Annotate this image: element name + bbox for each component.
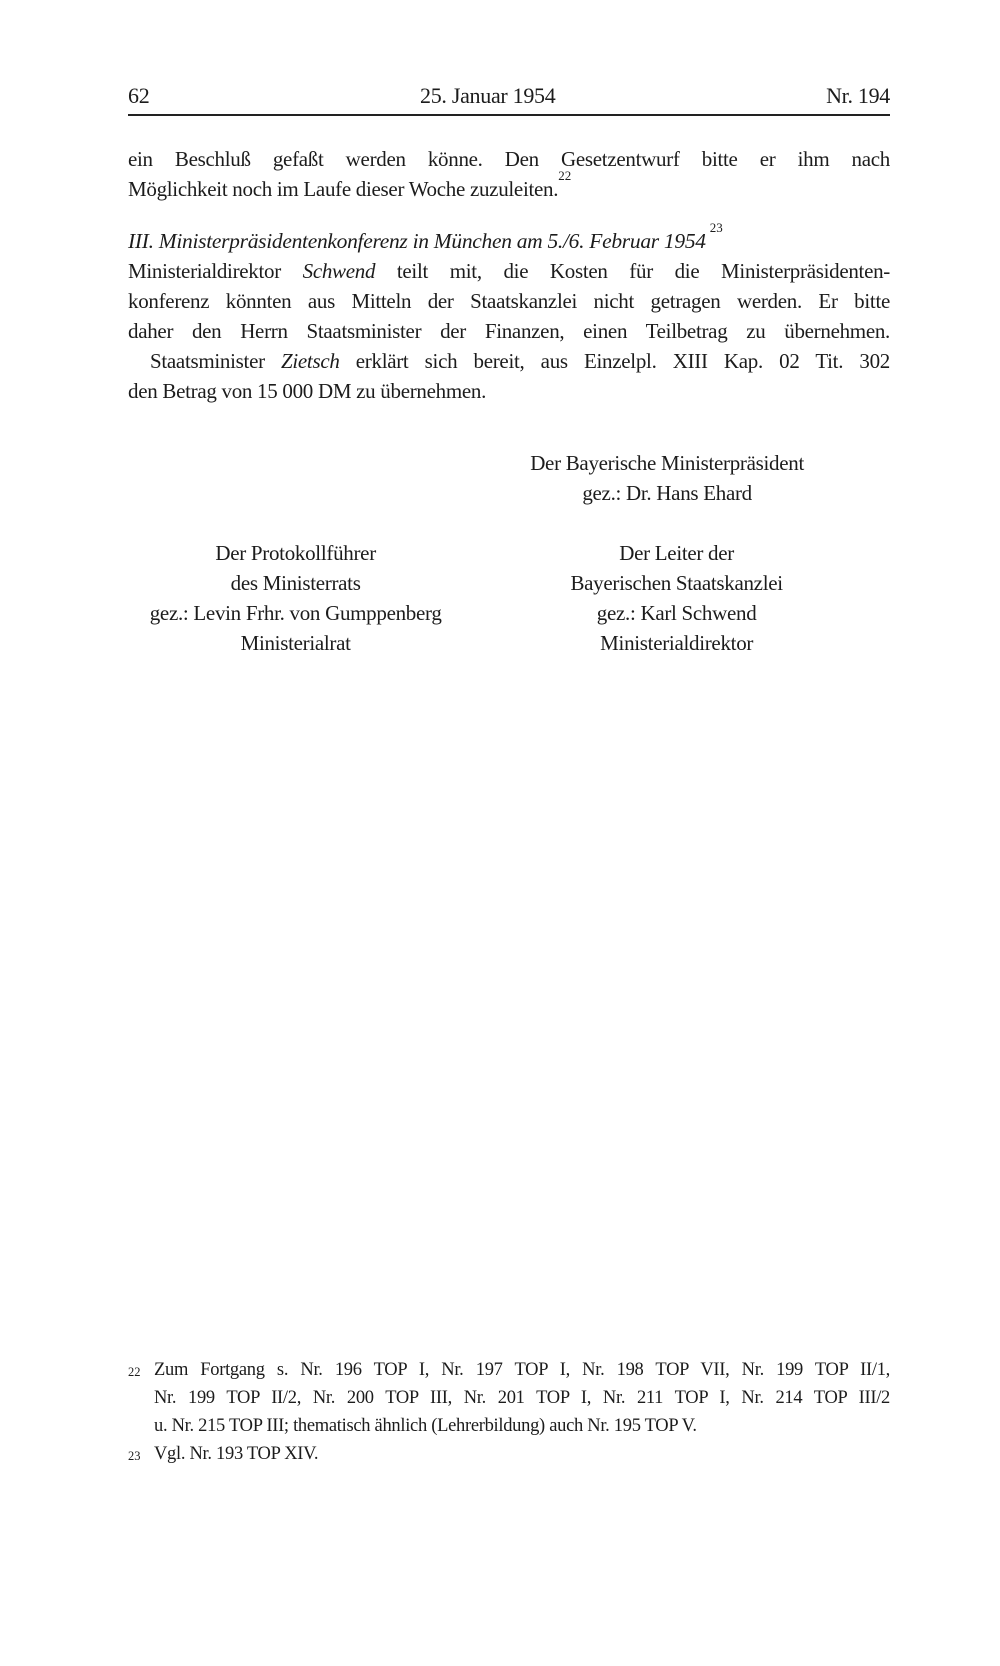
footnote-text	[154, 1356, 890, 1440]
text-run: teilt mit, die Kosten für die Ministerpräsidenten-	[375, 259, 890, 283]
text-line	[128, 256, 890, 286]
paragraph-zietsch	[128, 346, 890, 406]
text-run: Staatsminister	[150, 349, 281, 373]
signature-title: Der Protokollführer	[215, 541, 376, 565]
header-doc-number: Nr. 194	[826, 83, 890, 108]
signature-title: Bayerischen Staatskanzlei	[570, 571, 783, 595]
section-heading	[128, 219, 890, 256]
signature-columns	[128, 538, 890, 658]
text-line: daher den Herrn Staatsminister der Finanzen, einen Teilbetrag zu übernehmen.	[128, 319, 890, 343]
signature-staatskanzlei	[463, 538, 890, 658]
text-line: Zum Fortgang s. Nr. 196 TOP I, Nr. 197 TOP I, Nr. 198 TOP VII, Nr. 199 TOP II/1,	[154, 1360, 890, 1380]
header-date: 25. Januar 1954	[420, 83, 556, 108]
person-name-schwend: Schwend	[302, 259, 376, 283]
text-run: Möglichkeit noch im Laufe dieser Woche zuzuleiten.	[128, 177, 559, 201]
text-run: erklärt sich bereit, aus Einzelpl. XIII Kap. 02 Tit. 302	[339, 349, 890, 373]
text-line	[128, 168, 890, 204]
paragraph-schwend	[128, 256, 890, 346]
text-line	[128, 346, 890, 376]
signature-title: Der Leiter der	[619, 541, 734, 565]
footnote-marker: 22	[128, 1365, 141, 1379]
signature-protokollfuehrer	[128, 538, 463, 658]
signature-name: gez.: Dr. Hans Ehard	[582, 481, 752, 505]
section-heading-text: III. Ministerpräsidentenkonferenz in München am 5./6. Februar 1954	[128, 229, 706, 253]
footnote-ref-23: 23	[709, 219, 723, 235]
signature-name: gez.: Levin Frhr. von Gumppenberg	[149, 601, 442, 625]
footnote-23	[128, 1440, 890, 1470]
page-header	[128, 84, 890, 108]
signature-role: Ministerialdirektor	[600, 631, 754, 655]
text-line: u. Nr. 215 TOP III; thematisch ähnlich (Lehrerbildung) auch Nr. 195 TOP V.	[154, 1416, 697, 1436]
person-name-zietsch: Zietsch	[281, 349, 340, 373]
page-number: 62	[128, 83, 150, 108]
text-line: Vgl. Nr. 193 TOP XIV.	[154, 1444, 319, 1464]
text-line: den Betrag von 15 000 DM zu übernehmen.	[128, 379, 487, 403]
text-line: ein Beschluß gefaßt werden könne. Den Gesetzentwurf bitte er ihm nach	[128, 147, 890, 171]
paragraph-continuation	[128, 144, 890, 204]
footnote-ref-22: 22	[558, 168, 572, 183]
signature-title: Der Bayerische Ministerpräsident	[530, 451, 804, 475]
footnotes-section	[128, 1356, 890, 1470]
header-rule	[128, 114, 890, 116]
footnote-marker: 23	[128, 1449, 141, 1463]
footnote-text	[154, 1440, 890, 1470]
footnote-22	[128, 1356, 890, 1440]
signature-title: des Ministerrats	[230, 571, 361, 595]
text-line: Nr. 199 TOP II/2, Nr. 200 TOP III, Nr. 201 TOP I, Nr. 211 TOP I, Nr. 214 TOP III/2	[154, 1388, 890, 1408]
signature-president	[444, 448, 890, 508]
text-run: Ministerialdirektor	[128, 259, 303, 283]
signature-role: Ministerialrat	[240, 631, 351, 655]
text-line: konferenz könnten aus Mitteln der Staatskanzlei nicht getragen werden. Er bitte	[128, 289, 890, 313]
signature-name: gez.: Karl Schwend	[596, 601, 757, 625]
